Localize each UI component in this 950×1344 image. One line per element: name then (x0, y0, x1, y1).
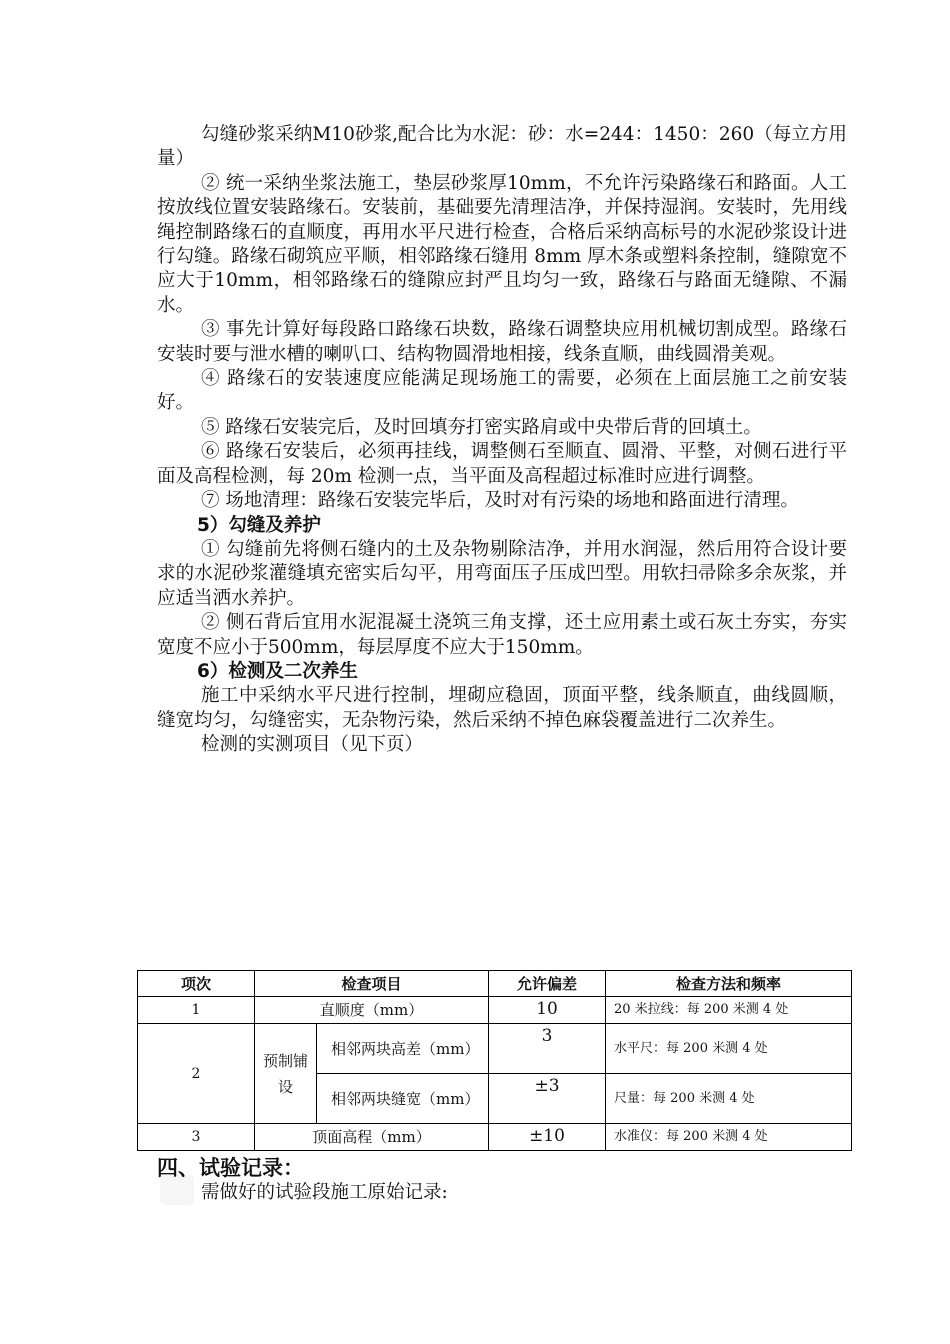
cell-tolerance: ±3 (489, 1074, 606, 1124)
cell-no: 1 (138, 997, 255, 1024)
paragraph-step-2: ② 统一采纳坐浆法施工，垫层砂浆厚10mm，不允许污染路缘石和路面。人工按放线位置安装路缘石。安装前，基础要先清理洁净，并保持湿润。安装时，先用线绳控制路缘石的直顺度，再用水平尺进行检查，合格后采纳高标号的水泥砂浆设计进行勾缝。路缘石砌筑应平顺，相邻路缘石缝用 8mm 厚木条或塑料条控制，缝隙宽不应大于10mm，相邻路缘石的缝隙应封严且均匀一致，路缘石与路面无缝隙、不漏水。 (157, 172, 847, 316)
heading-joint-curing: 5）勾缝及养护 (197, 514, 321, 536)
paragraph-step-5: ⑤ 路缘石安装完后，及时回填夯打密实路肩或中央带后背的回填土。 (201, 416, 762, 438)
cell-no: 3 (138, 1124, 255, 1151)
cell-item: 相邻两块缝宽（mm） (317, 1074, 489, 1124)
cell-method: 20 米拉线：每 200 米测 4 处 (606, 997, 852, 1024)
cell-no: 2 (138, 1024, 255, 1124)
cell-method: 尺量：每 200 米测 4 处 (606, 1074, 852, 1124)
table-row (138, 1124, 852, 1151)
paragraph-step-3: ③ 事先计算好每段路口路缘石块数，路缘石调整块应用机械切割成型。路缘石安装时要与泄水槽的喇叭口、结构物圆滑地相接，线条直顺，曲线圆滑美观。 (157, 319, 847, 365)
paragraph-inspection-1: 施工中采纳水平尺进行控制，埋砌应稳固，顶面平整，线条顺直，曲线圆顺，缝宽均匀，勾缝密实，无杂物污染，然后采纳不掉色麻袋覆盖进行二次养生。 (157, 685, 847, 731)
cell-tolerance: 10 (489, 997, 606, 1024)
table-header-row (138, 971, 852, 997)
inspection-table (137, 970, 852, 1151)
table-row (138, 1024, 852, 1074)
header-item: 检查项目 (255, 971, 489, 997)
cell-item: 直顺度（mm） (255, 997, 489, 1024)
cell-item: 相邻两块高差（mm） (317, 1024, 489, 1074)
inspection-table-wrap (137, 970, 851, 1151)
cell-method: 水平尺：每 200 米测 4 处 (606, 1024, 852, 1074)
header-method: 检查方法和频率 (606, 971, 852, 997)
paragraph-inspection-2: 检测的实测项目（见下页） (201, 734, 424, 756)
cell-group: 预制铺设 (255, 1024, 317, 1124)
header-no: 项次 (138, 971, 255, 997)
header-tolerance: 允许偏差 (489, 971, 606, 997)
body-text (157, 123, 847, 758)
cell-tolerance: ±10 (489, 1124, 606, 1151)
paragraph-step-4: ④ 路缘石的安装速度应能满足现场施工的需要，必须在上面层施工之前安装好。 (157, 368, 847, 414)
cell-item: 顶面高程（mm） (255, 1124, 489, 1151)
section-text-test-records: 需做好的试验段施工原始记录: (201, 1182, 448, 1203)
section-heading-test-records: 四、试验记录： (157, 1156, 304, 1180)
paragraph-step-7: ⑦ 场地清理：路缘石安装完毕后，及时对有污染的场地和路面进行清理。 (201, 490, 799, 512)
cell-tolerance: 3 (489, 1024, 606, 1074)
table-row (138, 997, 852, 1024)
paragraph-mortar: 勾缝砂浆采纳M10砂浆,配合比为水泥：砂：水=244：1450：260（每立方用量） (157, 124, 847, 170)
paragraph-step-6: ⑥ 路缘石安装后，必须再挂线，调整侧石至顺直、圆滑、平整，对侧石进行平面及高程检测，每 20m 检测一点，当平面及高程超过标准时应进行调整。 (157, 441, 847, 487)
paragraph-joint-1: ① 勾缝前先将侧石缝内的土及杂物剔除洁净，并用水润湿，然后用符合设计要求的水泥砂浆灌缝填充密实后勾平，用弯面压子压成凹型。用软扫帚除多余灰浆，并应适当洒水养护。 (157, 538, 847, 609)
cell-method: 水准仪：每 200 米测 4 处 (606, 1124, 852, 1151)
heading-inspection: 6）检测及二次养生 (197, 660, 358, 682)
paragraph-joint-2: ② 侧石背后宜用水泥混凝土浇筑三角支撑，还土应用素土或石灰土夯实，夯实宽度不应小于500mm，每层厚度不应大于150mm。 (157, 612, 847, 658)
